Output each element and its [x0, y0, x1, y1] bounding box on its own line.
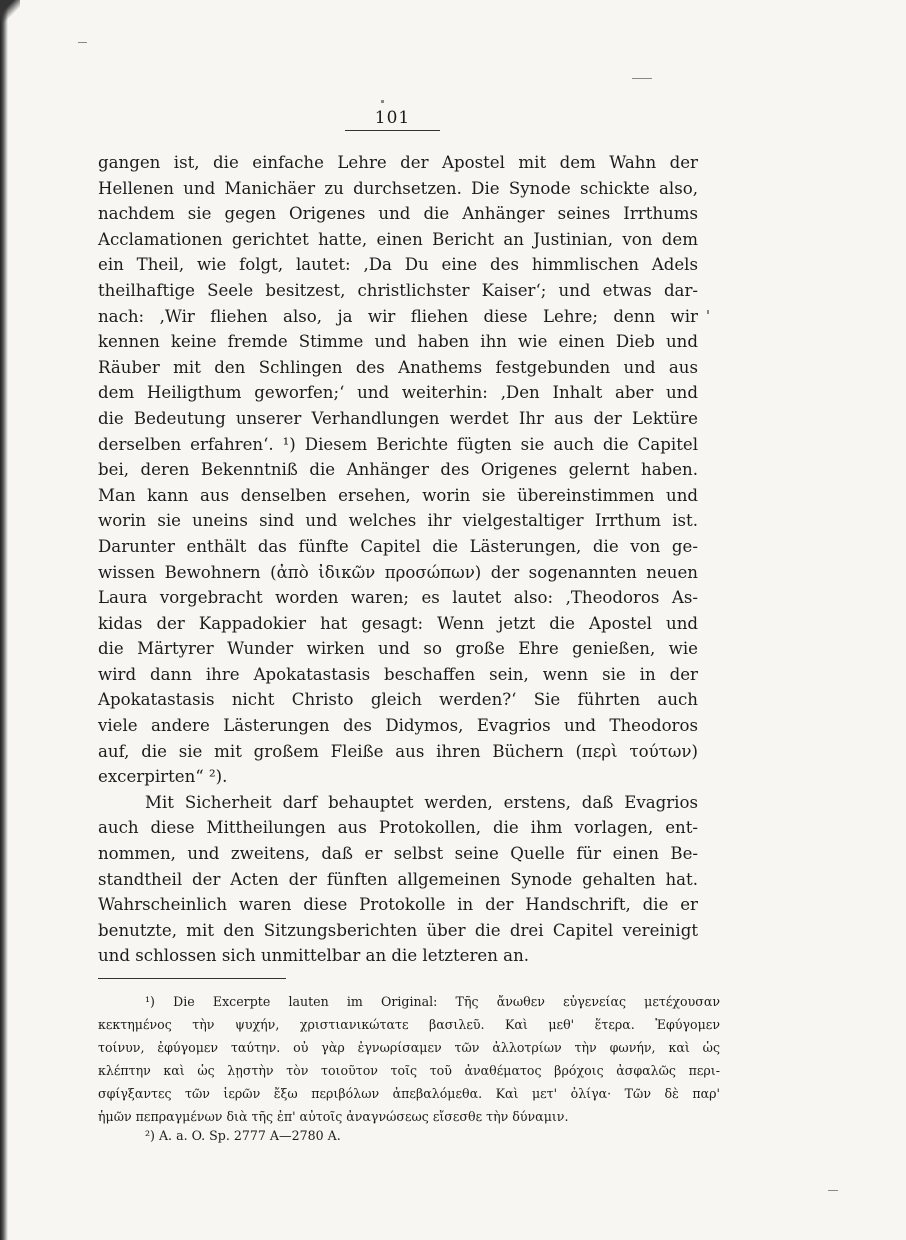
text-line: nachdem sie gegen Origenes und die Anhänger seines Irrthums: [98, 204, 698, 224]
text-line: auf, die sie mit großem Fleiße aus ihren Büchern (περὶ τούτων): [98, 741, 698, 761]
text-line: die Märtyrer Wunder wirken und so große Ehre genießen, wie: [98, 639, 698, 659]
footnote-line: ¹) Die Excerpte lauten im Original: Τῆς ἄνωθεν εὐγενείας μετέχουσαν: [145, 994, 720, 1009]
scan-speck: [632, 78, 652, 79]
text-line: Acclamationen gerichtet hatte, einen Bericht an Justinian, von dem: [98, 229, 698, 249]
text-line: ein Theil, wie folgt, lautet: ‚Da Du eine des himmlischen Adels: [98, 255, 698, 275]
footnote-line: κλέπτην καὶ ὡς λῃστὴν τὸν τοιοῦτον τοῖς τοῦ ἀναθέματος βρόχοις ἀσφαλῶς περι-: [98, 1063, 720, 1078]
text-line: standtheil der Acten der fünften allgemeinen Synode gehalten hat.: [98, 869, 698, 889]
text-line: Apokatastasis nicht Christo gleich werden?‘ Sie führten auch: [98, 690, 698, 710]
page-number: 101: [345, 108, 440, 131]
scan-left-edge: [0, 0, 8, 1240]
body-text: [98, 150, 698, 969]
scan-speck: [707, 310, 709, 314]
text-line: kidas der Kappadokier hat gesagt: Wenn jetzt die Apostel und: [98, 613, 698, 633]
scan-corner-shadow: [0, 0, 20, 26]
text-line: nach: ‚Wir fliehen also, ja wir fliehen diese Lehre; denn wir: [98, 306, 698, 326]
text-line-paragraph-start: Mit Sicherheit darf behauptet werden, erstens, daß Evagrios: [145, 792, 698, 812]
footnote-line: τοίνυν, ἐφύγομεν ταύτην. οὐ γὰρ ἐγνωρίσαμεν τῶν ἀλλοτρίων τὴν φωνήν, καὶ ὡς: [98, 1040, 720, 1055]
text-line-paragraph-end: und schlossen sich unmittelbar an die letzteren an.: [98, 946, 530, 966]
footnote-2: [98, 1124, 720, 1147]
text-line: Räuber mit den Schlingen des Anathems festgebunden und aus: [98, 357, 698, 377]
footnote-line: σφίγξαντες τῶν ἱερῶν ἔξω περιβόλων ἀπεβαλόμεθα. Καὶ μετ' ὀλίγα· Τῶν δὲ παρ': [98, 1086, 720, 1101]
scan-speck: [78, 42, 87, 43]
text-line: Laura vorgebracht worden waren; es lautet also: ‚Theodoros As-: [98, 588, 698, 608]
footnote-line: κεκτημένος τὴν ψυχήν, χριστιανικώτατε βασιλεῦ. Καὶ μεθ' ἕτερα. Ἐφύγομεν: [98, 1017, 720, 1032]
footnote-line: ἡμῶν πεπραγμένων διὰ τῆς ἐπ' αὐτοῖς ἀναγνώσεως εἴσεσθε τὴν δύναμιν.: [98, 1109, 569, 1124]
scan-speck: [828, 1190, 838, 1191]
text-line: auch diese Mittheilungen aus Protokollen, die ihm vorlagen, ent-: [98, 818, 698, 838]
text-line: benutzte, mit den Sitzungsberichten über die drei Capitel vereinigt: [98, 920, 698, 940]
scan-speck: [381, 100, 384, 103]
text-line: worin sie uneins sind und welches ihr vielgestaltiger Irrthum ist.: [98, 511, 698, 531]
footnote-line: ²) A. a. O. Sp. 2777 A—2780 A.: [145, 1128, 341, 1143]
text-line: Man kann aus denselben ersehen, worin sie übereinstimmen und: [98, 485, 698, 505]
text-line: derselben erfahren‘. ¹) Diesem Berichte fügten sie auch die Capitel: [98, 434, 698, 454]
text-line: die Bedeutung unserer Verhandlungen werdet Ihr aus der Lektüre: [98, 408, 698, 428]
text-line-paragraph-end: excerpirten“ ²).: [98, 767, 228, 787]
text-line: bei, deren Bekenntniß die Anhänger des Origenes gelernt haben.: [98, 460, 698, 480]
text-line: Hellenen und Manichäer zu durchsetzen. Die Synode schickte also,: [98, 178, 698, 198]
text-line: nommen, und zweitens, daß er selbst seine Quelle für einen Be-: [98, 844, 698, 864]
text-line: Wahrscheinlich waren diese Protokolle in der Handschrift, die er: [98, 895, 698, 915]
footnote-separator: [98, 978, 286, 979]
text-line: gangen ist, die einfache Lehre der Apostel mit dem Wahn der: [98, 153, 698, 172]
text-line: theilhaftige Seele besitzest, christlichster Kaiser‘; und etwas dar-: [98, 280, 698, 300]
text-line: kennen keine fremde Stimme und haben ihn wie einen Dieb und: [98, 332, 698, 352]
text-line: dem Heiligthum geworfen;‘ und weiterhin: ‚Den Inhalt aber und: [98, 383, 698, 403]
footnote-1: [98, 990, 720, 1128]
text-line: wird dann ihre Apokatastasis beschaffen sein, wenn sie in der: [98, 664, 698, 684]
text-line: viele andere Lästerungen des Didymos, Evagrios und Theodoros: [98, 716, 698, 736]
text-line: wissen Bewohnern (ἀπὸ ἰδικῶν προσώπων) der sogenannten neuen: [98, 562, 698, 582]
text-line: Darunter enthält das fünfte Capitel die Lästerungen, die von ge-: [98, 536, 698, 556]
